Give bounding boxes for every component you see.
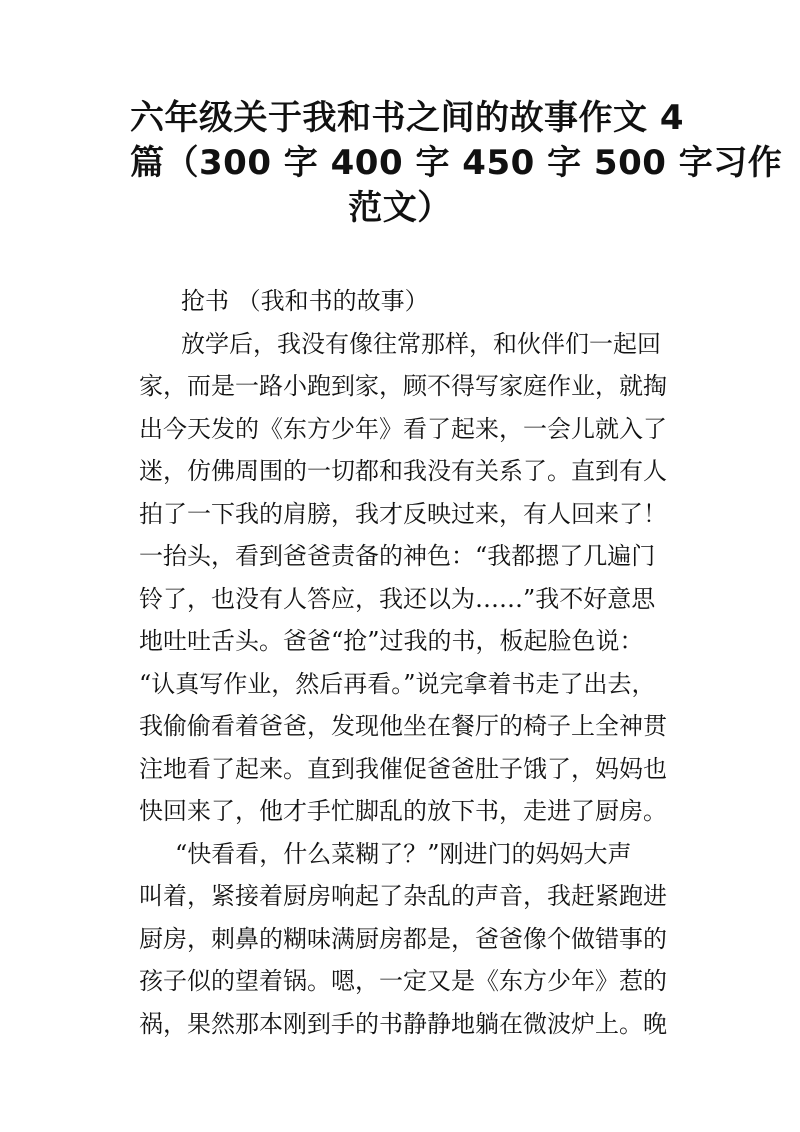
body-line: 地吐吐舌头。爸爸“抢”过我的书，板起脸色说： [139, 627, 644, 655]
body-line: 放学后，我没有像往常那样，和伙伴们一起回 [181, 329, 661, 358]
document-title [130, 96, 783, 231]
title-line: 范文） [348, 188, 452, 228]
body-line: 注地看了起来。直到我催促爸爸肚子饿了，妈妈也 [139, 754, 667, 783]
document-body [139, 280, 669, 1045]
body-line: “快看看，什么菜糊了？”刚进门的妈妈大声 [175, 839, 632, 868]
body-line: 家，而是一路小跑到家，顾不得写家庭作业，就掏 [139, 372, 667, 400]
body-line: 迷，仿佛周围的一切都和我没有关系了。直到有人 [139, 457, 667, 485]
section-subtitle: 抢书 （我和书的故事） [181, 287, 429, 315]
body-line: 拍了一下我的肩膀，我才反映过来，有人回来了！ [139, 499, 667, 528]
title-line: 六年级关于我和书之间的故事作文 4 [130, 98, 684, 138]
body-line: 厨房，刺鼻的糊味满厨房都是，爸爸像个做错事的 [139, 924, 667, 953]
body-line: 孩子似的望着锅。嗯，一定又是《东方少年》惹的 [139, 967, 667, 995]
body-line: 铃了，也没有人答应，我还以为……”我不好意思 [139, 584, 656, 613]
body-line: 我偷偷看着爸爸，发现他坐在餐厅的椅子上全神贯 [139, 712, 667, 740]
body-line: 出今天发的《东方少年》看了起来，一会儿就入了 [139, 414, 667, 443]
body-line: 祸，果然那本刚到手的书静静地躺在微波炉上。晚 [139, 1009, 667, 1038]
body-line: 一抬头，看到爸爸责备的神色：“我都摁了几遍门 [139, 542, 656, 570]
title-line: 篇（300 字 400 字 450 字 500 字习作 [130, 143, 783, 183]
body-line: “认真写作业，然后再看。”说完拿着书走了出去， [139, 669, 656, 698]
body-line: 快回来了，他才手忙脚乱的放下书，走进了厨房。 [139, 797, 667, 825]
body-line: 叫着，紧接着厨房响起了杂乱的声音，我赶紧跑进 [139, 882, 667, 910]
